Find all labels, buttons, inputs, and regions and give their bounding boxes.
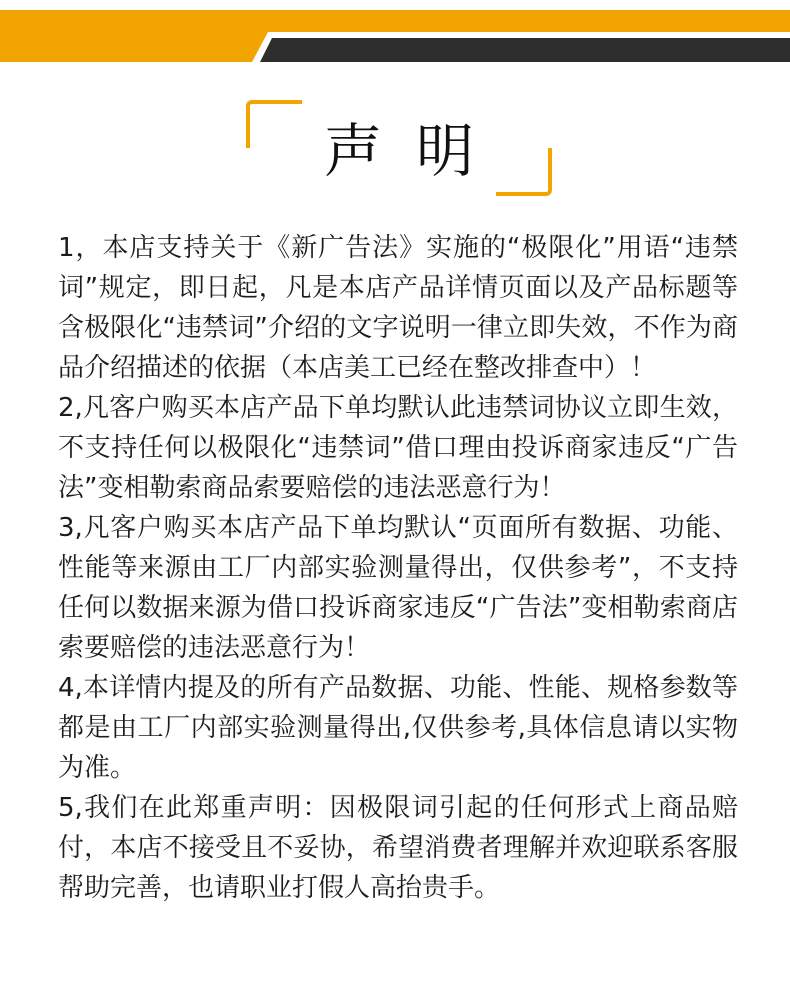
page-title: 声明 <box>323 117 508 185</box>
statement-paragraph-2: 2,凡客户购买本店产品下单均默认此违禁词协议立即生效，不支持任何以极限化“违禁词”借口理由投诉商家违反“广告法”变相勒索商品索要赔偿的违法恶意行为！ <box>58 393 738 503</box>
statement-paragraph-3: 3,凡客户购买本店产品下单均默认“页面所有数据、功能、性能等来源由工厂内部实验测量得出，仅供参考”，不支持任何以数据来源为借口投诉商家违反“广告法”变相勒索商店索要赔偿的违法恶意行为！ <box>58 513 738 663</box>
top-banner <box>0 10 790 62</box>
statement-paragraph-4: 4,本详情内提及的所有产品数据、功能、性能、规格参数等都是由工厂内部实验测量得出,仅供参考,具体信息请以实物为准。 <box>58 673 738 783</box>
statement-paragraph-5: 5,我们在此郑重声明：因极限词引起的任何形式上商品赔付，本店不接受且不妥协，希望消费者理解并欢迎联系客服帮助完善，也请职业打假人高抬贵手。 <box>58 793 738 903</box>
title-block <box>246 100 552 196</box>
banner-graphic <box>0 10 790 62</box>
statement-body <box>58 228 738 908</box>
statement-paragraph-1: 1，本店支持关于《新广告法》实施的“极限化”用语“违禁词”规定，即日起，凡是本店产品详情页面以及产品标题等含极限化“违禁词”介绍的文字说明一律立即失效，不作为商品介绍描述的依据（本店美工已经在整改排查中）！ <box>58 233 738 383</box>
banner-dark-band <box>260 38 790 62</box>
